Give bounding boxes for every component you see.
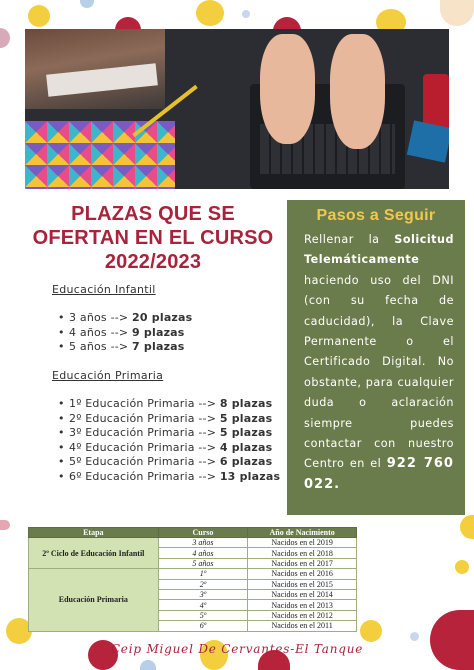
decor-dot <box>0 28 10 48</box>
infantil-list <box>58 311 192 355</box>
item-value: 4 plazas <box>219 440 273 454</box>
steps-text-a: Rellenar la <box>304 233 395 246</box>
list-item <box>58 455 280 470</box>
course-cell: 2º <box>158 579 248 589</box>
table-header-row <box>29 528 357 538</box>
birth-cell: Nacidos en el 2013 <box>248 600 357 610</box>
item-label: 6º Educación Primaria --> <box>69 469 220 483</box>
course-cell: 1º <box>158 569 248 579</box>
list-item <box>58 326 192 341</box>
course-cell: 3º <box>158 589 248 599</box>
birth-cell: Nacidos en el 2014 <box>248 589 357 599</box>
list-item <box>58 397 280 412</box>
course-cell: 4º <box>158 600 248 610</box>
birth-cell: Nacidos en el 2011 <box>248 621 357 631</box>
steps-text-b: haciendo uso del DNI (con su fecha de caducidad), la Clave Permanente o el Certificado Digital. <box>304 273 454 369</box>
item-value: 5 plazas <box>219 411 273 425</box>
list-item <box>58 441 280 456</box>
steps-text-contact: No obstante, para cualquier duda o aclaración siempre puedes contactar con nuestro Centro en el <box>304 355 454 471</box>
decor-dot <box>242 10 250 18</box>
decor-dot <box>196 0 224 26</box>
birth-cell: Nacidos en el 2015 <box>248 579 357 589</box>
stage-cell: 2º Ciclo de Educación Infantil <box>29 538 159 569</box>
decor-dot <box>410 632 419 641</box>
column-header: Año de Nacimiento <box>248 528 357 538</box>
left-hand-illustration <box>260 34 315 144</box>
column-header: Curso <box>158 528 248 538</box>
steps-title: Pasos a Seguir <box>316 207 436 224</box>
decor-dot <box>455 560 469 574</box>
decor-dot <box>28 5 50 27</box>
item-label: 4 años --> <box>69 325 133 339</box>
list-item <box>58 340 192 355</box>
table-row <box>29 538 357 548</box>
column-header: Etapa <box>29 528 159 538</box>
cloth-illustration <box>407 120 449 162</box>
course-cell: 4 años <box>158 548 248 558</box>
item-label: 5º Educación Primaria --> <box>69 455 220 468</box>
birth-cell: Nacidos en el 2012 <box>248 610 357 620</box>
list-item <box>58 412 280 427</box>
decor-dot <box>440 0 474 26</box>
item-value: 8 plazas <box>219 397 273 410</box>
item-label: 4º Educación Primaria --> <box>69 440 220 454</box>
decor-dot <box>0 520 10 530</box>
title-line-2: OFERTAN EN EL CURSO <box>32 227 274 249</box>
stage-cell: Educación Primaria <box>29 569 159 631</box>
item-value: 5 plazas <box>219 426 273 439</box>
title-line-1: PLAZAS QUE SE <box>71 203 235 225</box>
item-value: 20 plazas <box>132 311 193 324</box>
colorful-notebook-illustration <box>25 121 175 189</box>
decor-dot <box>460 515 474 539</box>
course-cell: 5º <box>158 610 248 620</box>
primaria-heading: Educación Primaria <box>52 369 164 382</box>
course-cell: 3 años <box>158 538 248 548</box>
decor-dot <box>430 610 474 670</box>
birth-cell: Nacidos en el 2017 <box>248 558 357 568</box>
title-line-3: 2022/2023 <box>104 251 202 273</box>
list-item <box>58 311 192 326</box>
item-label: 3 años --> <box>69 311 133 324</box>
decor-dot <box>140 660 156 670</box>
phone-number: 922 760 022. <box>304 456 454 492</box>
item-label: 5 años --> <box>69 340 133 353</box>
item-label: 1º Educación Primaria --> <box>69 397 220 410</box>
birth-cell: Nacidos en el 2016 <box>248 569 357 579</box>
school-name-footer: Ceip Miguel De Cervantes-El Tanque <box>110 642 364 656</box>
course-cell: 5 años <box>158 558 248 568</box>
primaria-list <box>58 397 280 484</box>
steps-panel <box>287 200 465 515</box>
item-value: 6 plazas <box>219 455 273 468</box>
header-photo <box>25 29 449 189</box>
steps-text-bold: Solicitud Telemáticamente <box>304 233 454 267</box>
list-item <box>58 426 280 441</box>
item-label: 2º Educación Primaria --> <box>69 411 220 425</box>
right-hand-illustration <box>330 34 385 149</box>
decor-dot <box>360 620 382 642</box>
birth-cell: Nacidos en el 2019 <box>248 538 357 548</box>
table-row <box>29 569 357 579</box>
list-item <box>58 470 280 485</box>
page-title <box>28 202 278 274</box>
item-label: 3º Educación Primaria --> <box>69 426 220 439</box>
course-cell: 6º <box>158 621 248 631</box>
birth-cell: Nacidos en el 2018 <box>248 548 357 558</box>
steps-text <box>304 230 454 495</box>
item-value: 13 plazas <box>219 469 281 483</box>
item-value: 9 plazas <box>132 325 185 339</box>
infantil-heading: Educación Infantil <box>52 283 156 296</box>
decor-dot <box>80 0 94 8</box>
item-value: 7 plazas <box>132 340 185 353</box>
birth-year-table <box>28 527 357 632</box>
